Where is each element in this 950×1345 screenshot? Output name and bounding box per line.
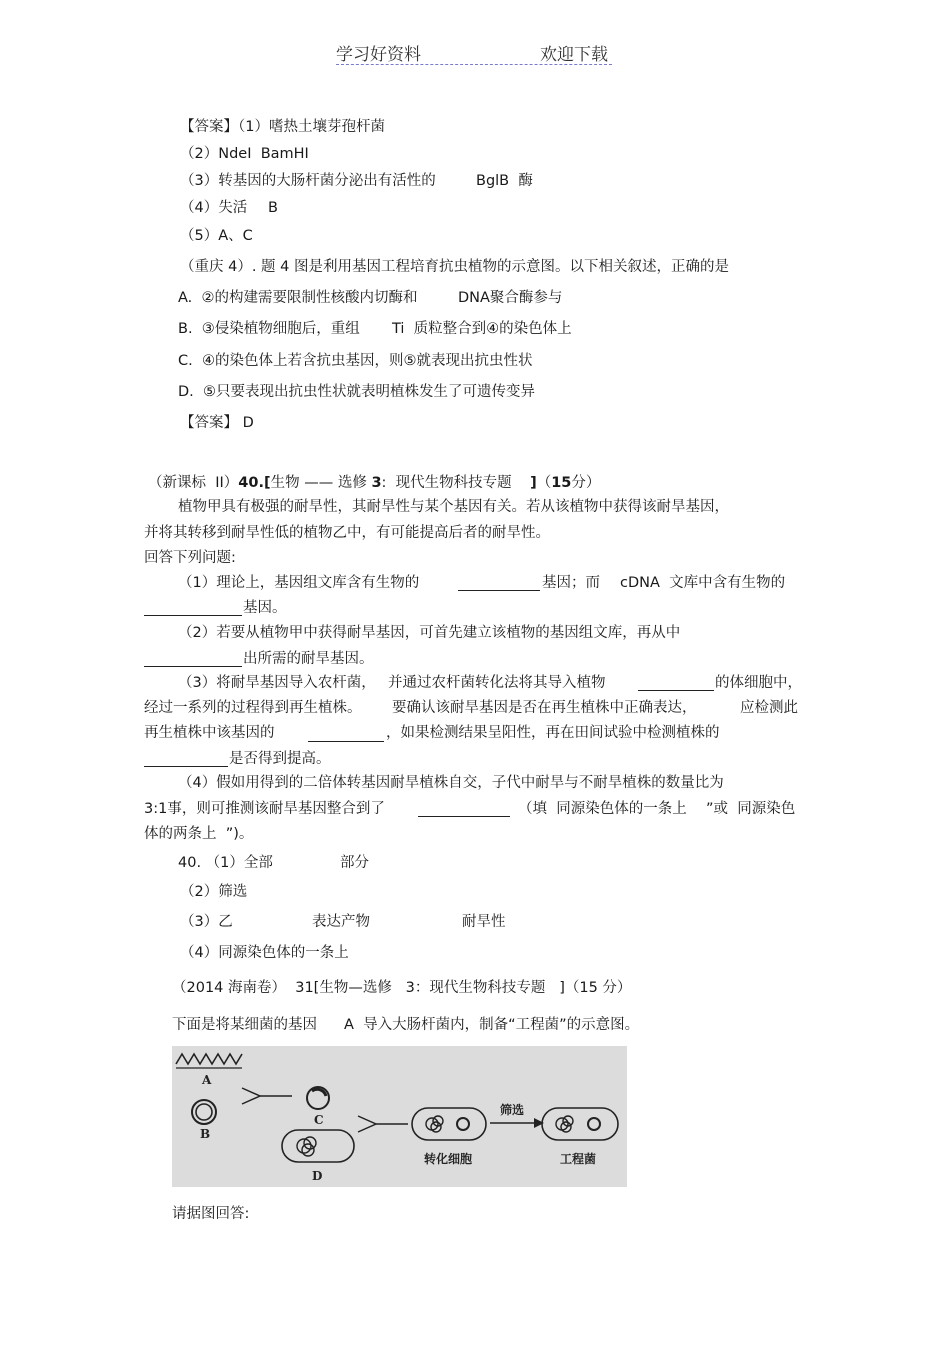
q3-sub1-text-d: 基因。 [243,600,287,616]
q4-prompt: 请据图回答: [172,1206,250,1222]
q3-header [148,474,600,492]
q3-sub4-text-b: 3:1事，则可推测该耐旱基因整合到了 [144,801,385,817]
q3-sub3-text-g: 再生植株中该基因的 [144,725,275,741]
q3-para-3: 回答下列问题: [144,550,236,566]
q3-answer-3c: 耐旱性 [462,914,506,930]
header-divider [336,64,612,65]
q3-blank-5[interactable] [308,727,384,742]
label-a: A [202,1073,212,1087]
q1-answer-3a: （3）转基因的大肠杆菌分泌出有活性的 [180,173,436,189]
q3-blank-3[interactable] [144,652,242,667]
q2-option-a1: A. ②的构建需要限制性核酸内切酶和 [178,290,418,306]
q2-option-b1: B. ③侵染植物细胞后，重组 [178,321,360,337]
label-b: B [200,1127,211,1141]
q1-answer-3b: BglB 酶 [476,173,533,189]
q3-sub3-text-b: 并通过农杆菌转化法将其导入植物 [388,675,606,691]
label-engineered: 工程菌 [560,1152,597,1166]
q3-blank-2[interactable] [144,601,242,616]
q3-sub3-text-h: ，如果检测结果呈阳性，再在田间试验中检测植株的 [386,725,720,741]
join-arrow-1 [242,1088,260,1104]
q4-desc-a: 下面是将某细菌的基因 [172,1017,317,1033]
q3-answer-3b: 表达产物 [312,914,370,930]
header-left: 学习好资料 [336,45,421,65]
q3-header-elective: 3 [371,475,382,491]
figure-drawing [172,1046,627,1187]
label-c: C [314,1113,324,1127]
q3-sub2-text-a: （2）若要从植物甲中获得耐旱基因，可首先建立该植物的基因组文库，再从中 [178,625,681,641]
engineering-bacteria-figure [172,1046,627,1187]
q2-option-c: C. ④的染色体上若含抗虫基因，则⑤就表现出抗虫性状 [178,353,533,369]
q3-sub2-text-b: 出所需的耐旱基因。 [243,651,374,667]
cell-d-icon [282,1130,354,1162]
engineered-bacterium-icon [542,1108,618,1140]
label-screen: 筛选 [500,1103,525,1117]
q3-header-score: 15 [551,475,572,491]
gene-a-strand [176,1054,242,1064]
q3-header-number: 40.[ [238,475,271,491]
label-d: D [312,1169,323,1183]
q1-answer-2: （2）NdeⅠ BamHⅠ [180,146,309,162]
q3-sub3-text-d: 经过一系列的过程得到再生植株。 [144,700,362,716]
q1-answer-4b: B [268,200,278,216]
q3-blank-4[interactable] [638,676,714,691]
q2-answer: 【答案】 D [180,415,254,431]
q4-header: （2014 海南卷） 31[生物—选修 3：现代生物科技专题 ]（15 分） [172,980,632,996]
q3-header-topic: 生物 —— 选修 [270,475,367,491]
q3-sub4-text-c: （填 同源染色体的一条上 [518,801,687,817]
q3-sub4-text-d: ”或 同源染色 [706,801,796,817]
q1-answer-5: （5）A、C [180,228,253,244]
q3-sub4-text-a: （4）假如用得到的二倍体转基因耐旱植株自交，子代中耐旱与不耐旱植株的数量比为 [178,775,724,791]
q3-sub4-text-e: 体的两条上 ”)。 [144,826,254,842]
q3-para-1: 植物甲具有极强的耐旱性，其耐旱性与某个基因有关。若从该植物中获得该耐旱基因， [178,499,729,515]
q3-answer-3a: （3）乙 [180,914,233,930]
join-arrow-2 [358,1116,376,1132]
header-right: 欢迎下载 [540,45,608,65]
q3-sub3-text-f: 应检测此 [740,700,798,716]
q3-sub3-text-i: 是否得到提高。 [229,751,331,767]
q2-option-b2: Ti 质粒整合到④的染色体上 [392,321,572,337]
q3-blank-6[interactable] [144,752,228,767]
q3-sub3-text-c: 的体细胞中， [715,675,802,691]
q3-sub1-text-c: cDNA 文库中含有生物的 [620,575,786,591]
q3-sub1-text-a: （1）理论上，基因组文库含有生物的 [178,575,420,591]
q3-answer-4: （4）同源染色体的一条上 [180,945,349,961]
q3-para-2: 并将其转移到耐旱性低的植物乙中，有可能提高后者的耐旱性。 [144,525,550,541]
q3-sub3-text-e: 要确认该耐旱基因是否在再生植株中正确表达， [392,700,697,716]
q1-answer-4a: （4）失活 [180,200,248,216]
q2-option-d: D. ⑤只要表现出抗虫性状就表明植株发生了可遗传变异 [178,384,535,400]
q2-option-a2: DNA聚合酶参与 [458,290,563,306]
q3-header-subject: : 现代生物科技专题 [381,475,512,491]
transformed-cell-icon [412,1108,486,1140]
q3-answer-1b: 部分 [340,855,369,871]
q2-stem: （重庆 4）. 题 4 图是利用基因工程培育抗虫植物的示意图。以下相关叙述，正确的是 [180,259,729,275]
q3-header-paren: （ [536,475,552,491]
q3-answer-2: （2）筛选 [180,884,248,900]
q3-sub1-text-b: 基因；而 [542,575,600,591]
q3-sub3-text-a: （3）将耐旱基因导入农杆菌， [178,675,376,691]
q4-desc-b: A 导入大肠杆菌内，制备“工程菌”的示意图。 [344,1017,640,1033]
q3-blank-7[interactable] [418,802,510,817]
q1-answer-1: 【答案】（1）嗜热土壤芽孢杆菌 [180,119,385,135]
q3-header-unit: 分） [571,475,601,491]
label-transformed: 转化细胞 [424,1152,473,1166]
q3-blank-1[interactable] [458,576,540,591]
q3-answer-1a: 40. （1）全部 [178,855,273,871]
q3-header-source: （新课标 II） [148,475,239,491]
q3-header-bracket: ] [530,475,537,491]
